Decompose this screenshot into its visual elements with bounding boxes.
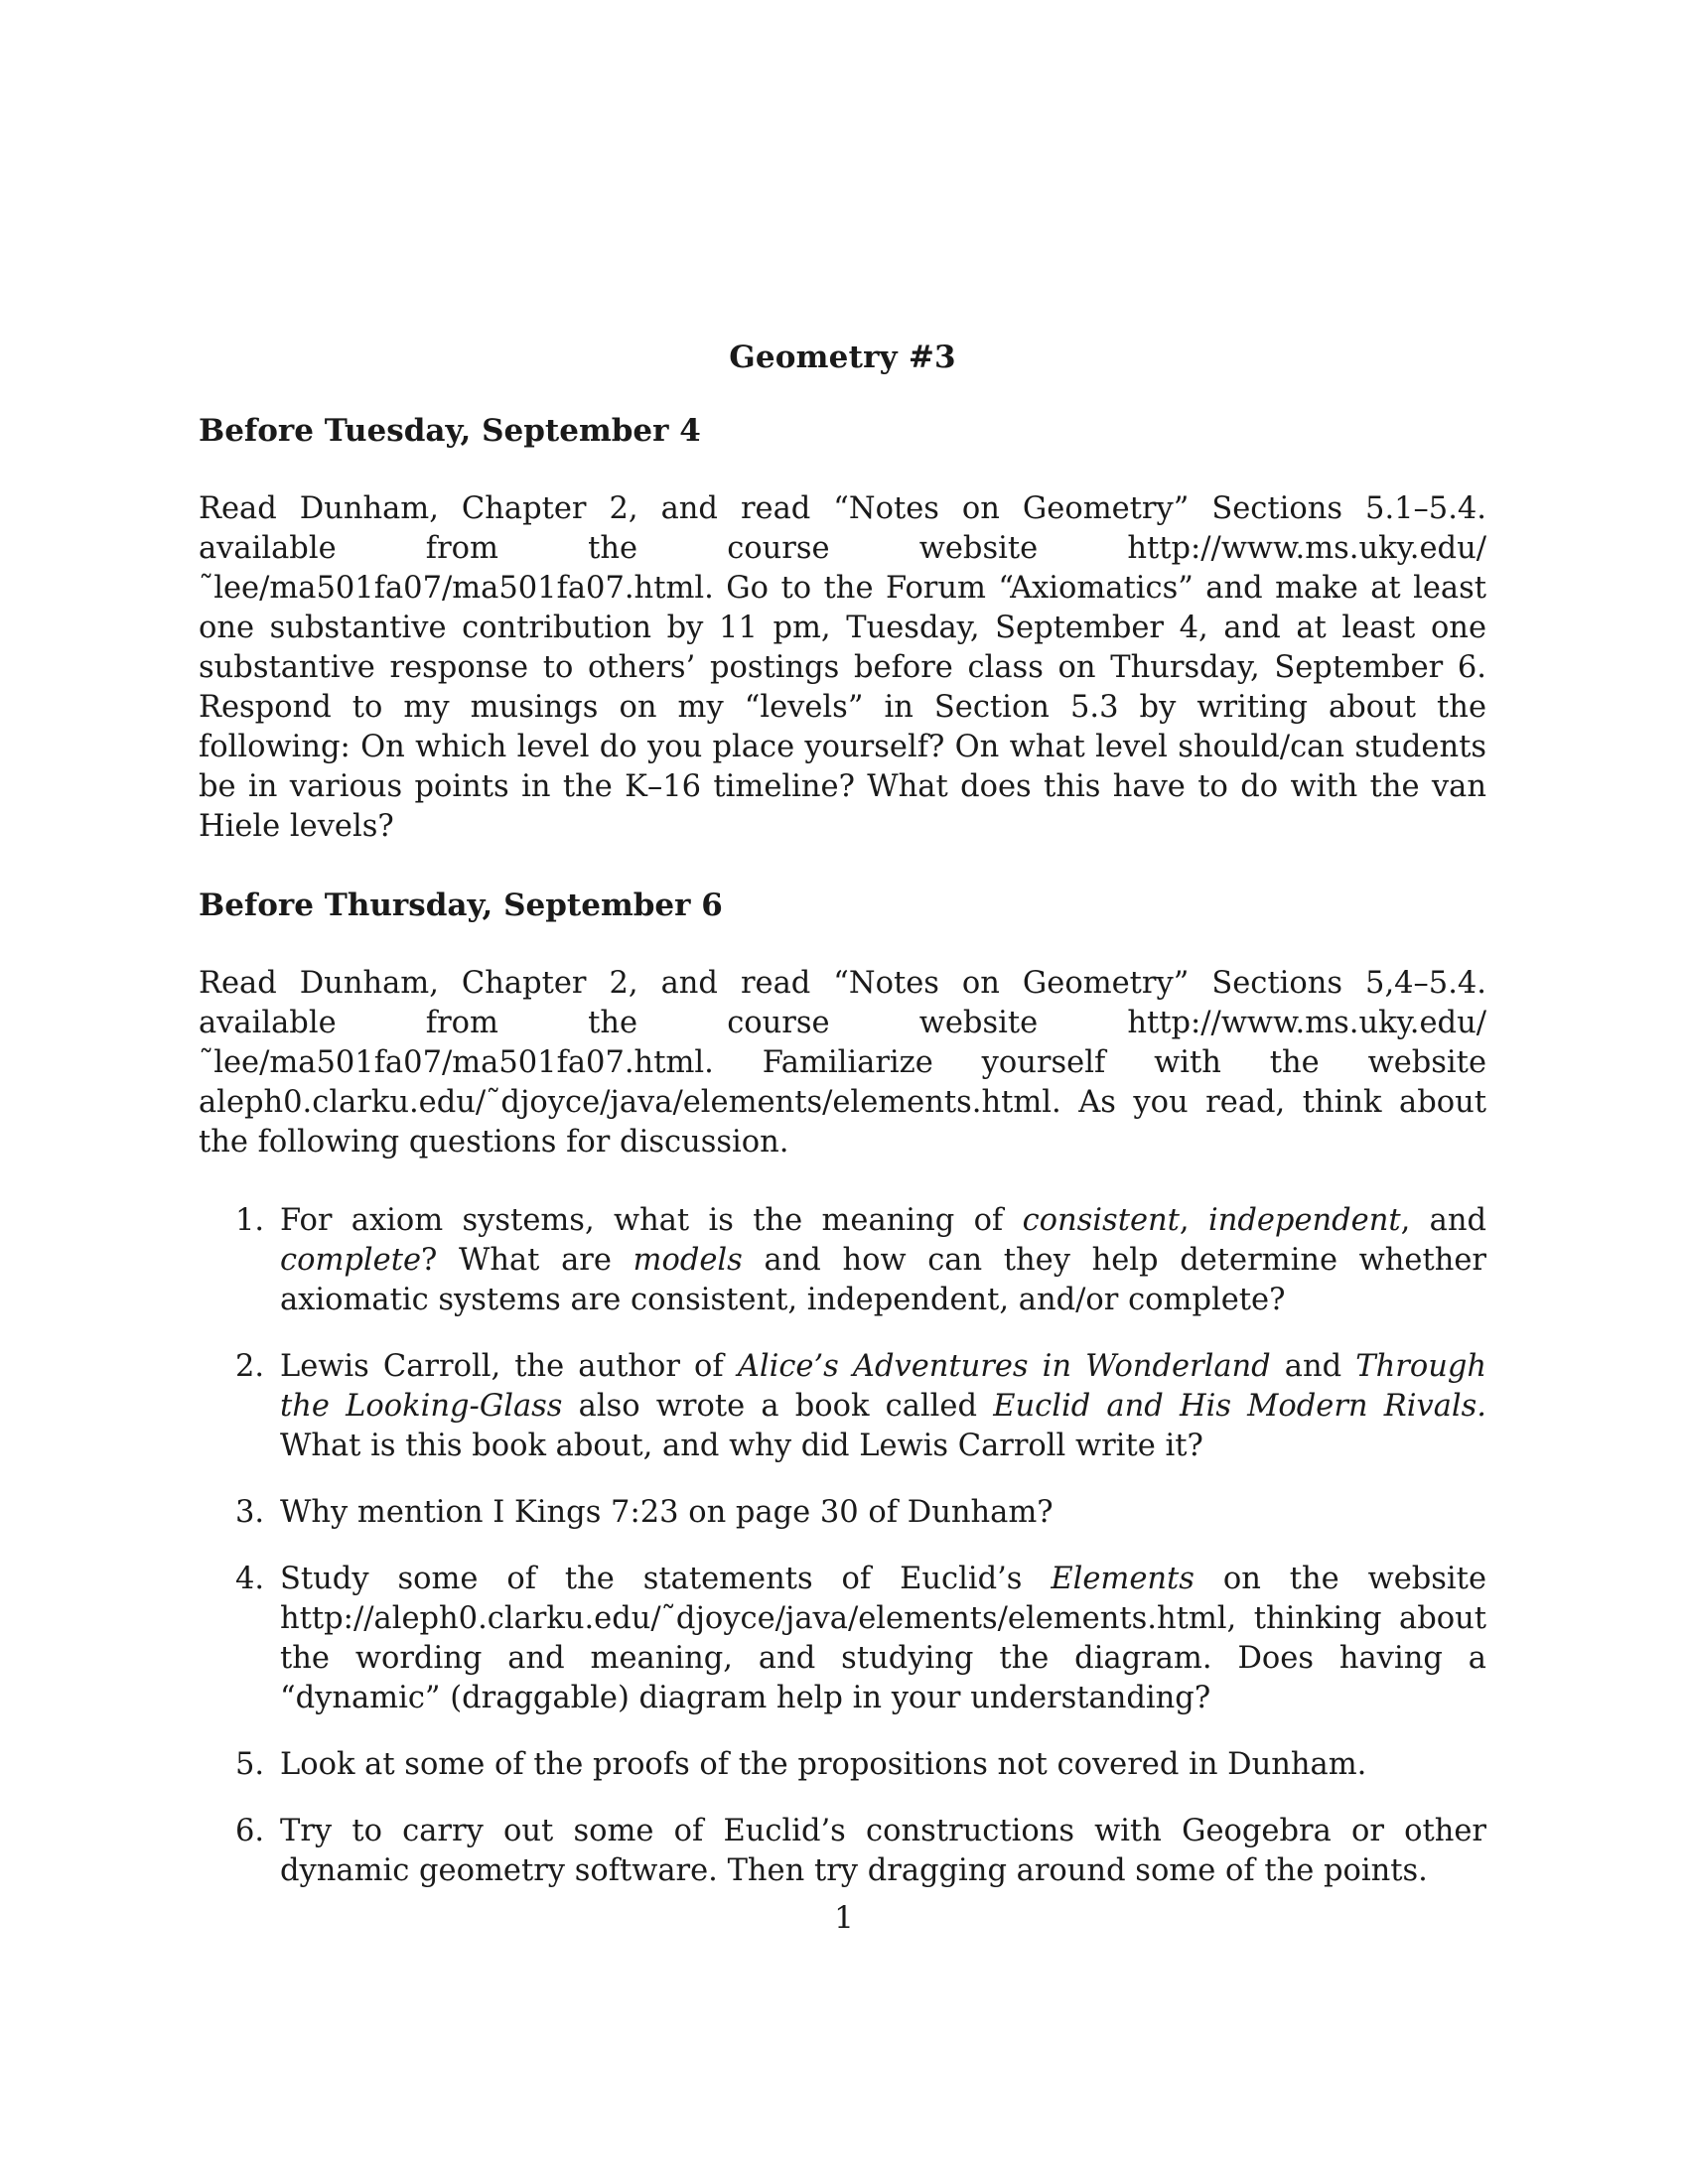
question-text-part: also wrote a book called bbox=[562, 1389, 994, 1424]
question-number: 5. bbox=[235, 1747, 265, 1782]
question-text: Why mention I Kings 7:23 on page 30 of Dunham? bbox=[280, 1495, 1054, 1530]
page-number: 1 bbox=[834, 1900, 854, 1936]
question-text-part: and bbox=[1270, 1349, 1356, 1384]
question-text-part: ? What are bbox=[421, 1243, 633, 1278]
question-text-part: Study some of the statements of Euclid’s bbox=[280, 1562, 1052, 1596]
question-text-part: For axiom systems, what is the meaning of bbox=[280, 1203, 1023, 1238]
section-heading-thursday: Before Thursday, September 6 bbox=[199, 887, 723, 923]
question-text-part: What is this book about, and why did Lewis Carroll write it? bbox=[280, 1429, 1203, 1463]
question-text-part: on the website http://aleph0.clarku.edu/˜djoyce/java/elements/elements.html, thinking about the wording and meaning, and studying the diagram. Does having a “dynamic” (draggable) diagram help in your understanding? bbox=[280, 1562, 1486, 1715]
question-emphasis: independent bbox=[1207, 1203, 1401, 1238]
question-number: 4. bbox=[235, 1562, 265, 1596]
question-emphasis: complete bbox=[280, 1243, 422, 1278]
question-text: Try to carry out some of Euclid’s constructions with Geogebra or other dynamic geometry software. Then try dragging around some of the points. bbox=[280, 1814, 1486, 1888]
document-title: Geometry #3 bbox=[729, 340, 956, 375]
discussion-questions-list bbox=[199, 1201, 1486, 1891]
question-emphasis: models bbox=[633, 1243, 743, 1278]
question-text-part: Lewis Carroll, the author of bbox=[280, 1349, 738, 1384]
question-text bbox=[280, 1349, 1486, 1463]
section-heading-tuesday: Before Tuesday, September 4 bbox=[199, 413, 701, 449]
question-emphasis: Through the Looking-Glass bbox=[280, 1349, 1487, 1424]
question-text bbox=[280, 1562, 1486, 1715]
question-text-part: , and bbox=[1400, 1203, 1487, 1238]
document-page bbox=[199, 338, 1486, 1918]
question-emphasis: consistent bbox=[1022, 1203, 1180, 1238]
question-item bbox=[199, 1812, 1486, 1891]
question-number: 3. bbox=[235, 1495, 265, 1530]
section-paragraph-thursday: Read Dunham, Chapter 2, and read “Notes on Geometry” Sections 5,4–5.4. available from the course website http://www.ms.uky.edu/˜lee/ma501fa07/ma501fa07.html. Familiarize yourself with the website aleph0.clarku.edu/˜djoyce/java/elements/elements.html. As you read, think about the following questions for discussion. bbox=[199, 966, 1486, 1160]
question-item bbox=[199, 1745, 1486, 1785]
question-item bbox=[199, 1493, 1486, 1533]
section-paragraph-tuesday: Read Dunham, Chapter 2, and read “Notes on Geometry” Sections 5.1–5.4. available from the course website http://www.ms.uky.edu/˜lee/ma501fa07/ma501fa07.html. Go to the Forum “Axiomatics” and make at least one substantive contribution by 11 pm, Tuesday, September 4, and at least one substantive response to others’ postings before class on Thursday, September 6. Respond to my musings on my “levels” in Section 5.3 by writing about the following: On which level do you place yourself? On what level should/can students be in various points in the K–16 timeline? What does this have to do with the van Hiele levels? bbox=[199, 491, 1486, 844]
question-item bbox=[199, 1347, 1486, 1466]
question-number: 6. bbox=[235, 1814, 265, 1848]
question-item bbox=[199, 1560, 1486, 1718]
question-emphasis: Elements bbox=[1051, 1562, 1195, 1596]
question-emphasis: Euclid and His Modern Rivals. bbox=[993, 1389, 1486, 1424]
question-number: 1. bbox=[235, 1203, 265, 1238]
question-number: 2. bbox=[235, 1349, 265, 1384]
question-text bbox=[280, 1203, 1486, 1317]
question-text: Look at some of the proofs of the propositions not covered in Dunham. bbox=[280, 1747, 1367, 1782]
question-text-part: and how can they help determine whether axiomatic systems are consistent, independent, and/or complete? bbox=[280, 1243, 1486, 1317]
question-item bbox=[199, 1201, 1486, 1320]
question-text-part: , bbox=[1179, 1203, 1208, 1238]
question-emphasis: Alice’s Adventures in Wonderland bbox=[737, 1349, 1271, 1384]
